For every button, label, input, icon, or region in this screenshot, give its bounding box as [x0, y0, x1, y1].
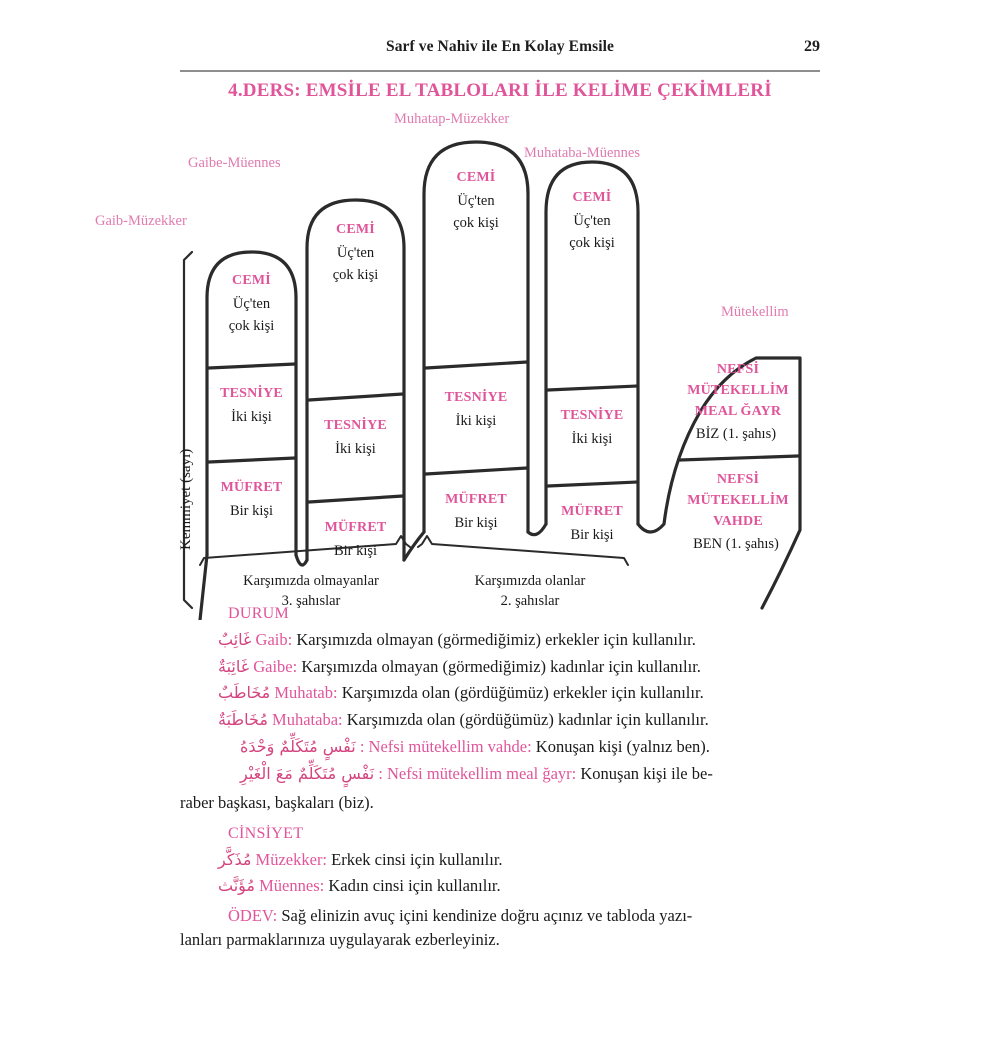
finger-1-cell-2-title: TESNİYE — [220, 386, 283, 401]
finger-3-cell-1-title: CEMİ — [456, 170, 496, 185]
thumb-cell-1-sub: BİZ (1. şahıs) — [695, 426, 777, 442]
finger-4-cell-2-sub1: İki kişi — [571, 431, 613, 447]
odev-paragraph — [180, 904, 840, 951]
web-join-1 — [296, 555, 307, 565]
text-muhataba: Karşımızda olan (gördüğümüz) kadınlar için kullanılır. — [346, 710, 709, 730]
finger-2-cell-1-sub2: çok kişi — [332, 267, 379, 283]
finger-2-cell-2-sub1: İki kişi — [335, 441, 376, 457]
thumb-crease — [680, 456, 798, 460]
finger-label-muhataba-muennes: Muhataba-Müennes — [524, 145, 640, 161]
web-join-2 — [404, 532, 424, 560]
finger-2-cell-3-sub1: Bir kişi — [333, 543, 378, 559]
finger-2-crease-2 — [309, 496, 403, 502]
finger-1-cell-2-sub1: İki kişi — [231, 409, 272, 425]
finger-4-cell-1-sub1: Üç'ten — [573, 213, 611, 229]
arabic-muzekker: مُذَكَّر — [218, 849, 252, 869]
odev-line1: Sağ elinizin avuç içini kendinize doğru açınız ve tabloda yazı- — [281, 906, 693, 926]
finger-1-cell-3-sub1: Bir kişi — [229, 503, 274, 519]
arabic-gaib: غَائِبٌ — [218, 630, 252, 649]
text-muhatab: Karşımızda olan (gördüğümüz) erkekler için kullanılır. — [341, 683, 704, 703]
page-number: 29 — [804, 38, 820, 55]
body-text — [180, 605, 840, 951]
text-muzekker: Erkek cinsi için kullanılır. — [331, 849, 503, 869]
term-muhatab: Muhatab: — [274, 683, 338, 703]
finger-3-cell-2-title: TESNİYE — [444, 390, 508, 405]
finger-1-cell-3-title: MÜFRET — [220, 480, 283, 495]
finger-1-crease-1 — [209, 364, 295, 368]
finger-3-cell-3-sub1: Bir kişi — [454, 515, 498, 531]
finger-2-cell-1-title: CEMİ — [336, 222, 375, 237]
thumb-label-mutekellim: Mütekellim — [721, 304, 789, 320]
finger-4-cell-3-title: MÜFRET — [561, 504, 623, 519]
finger-3-cell-3-title: MÜFRET — [445, 492, 507, 507]
term-muhataba: Muhataba: — [272, 710, 343, 730]
odev-label: ÖDEV: — [228, 906, 278, 926]
header-title: Sarf ve Nahiv ile En Kolay Emsile — [385, 38, 615, 55]
hand-diagram — [0, 100, 1000, 620]
text-nefsi-mutekellim-vahde: Konuşan kişi (yalnız ben). — [535, 736, 710, 756]
definition-row-nefsi-vahde — [180, 735, 840, 759]
finger-1-cell-1-title: CEMİ — [232, 273, 271, 288]
term-gaibe: Gaibe: — [253, 656, 298, 676]
term-nefsi-mutekellim-meal-gayr: : Nefsi mütekellim meal ğayr: — [378, 763, 577, 783]
brace-label-right-line1: Karşımızda olanlar — [474, 573, 586, 589]
arabic-nefsi-mutekellim-meal-gayr: نَفْسٍ مُتَكَلِّمٌ مَعَ الْغَيْرِ — [240, 763, 375, 783]
thumb-cell-1-line1: NEFSİ — [716, 362, 760, 377]
running-head — [180, 38, 820, 64]
finger-3-crease-2 — [426, 468, 527, 474]
text-muennes: Kadın cinsi için kullanılır. — [328, 876, 501, 896]
term-gaib: Gaib: — [255, 630, 293, 649]
finger-4-crease-2 — [548, 482, 637, 486]
odev-indent — [180, 906, 228, 925]
finger-3-crease-1 — [426, 362, 527, 368]
thumb-cell-1-line2: MÜTEKELLİM — [687, 383, 789, 398]
term-nefsi-mutekellim-vahde: : Nefsi mütekellim vahde: — [359, 736, 532, 756]
finger-2-crease-1 — [309, 394, 403, 400]
thumb-cell-1-line3: MEAL ĞAYR — [694, 404, 782, 419]
finger-2-cell-3-title: MÜFRET — [324, 520, 387, 535]
arabic-muhatab: مُخَاطَبٌ — [218, 683, 271, 703]
arabic-gaibe: غَائِبَةٌ — [218, 656, 250, 676]
finger-1-crease-2 — [209, 458, 295, 462]
definition-row-nefsi-meal-gayr — [180, 762, 840, 786]
arabic-muennes: مُؤَنَّث — [218, 876, 255, 896]
definition-row-muhataba — [180, 708, 840, 732]
finger-label-gaibe-muennes: Gaibe-Müennes — [188, 155, 281, 171]
text-gaibe: Karşımızda olmayan (görmediğimiz) kadınlar için kullanılır. — [301, 656, 701, 676]
brace-label-left-line1: Karşımızda olmayanlar — [243, 573, 379, 589]
finger-4-cell-1-sub2: çok kişi — [569, 235, 615, 251]
kemmiyet-axis-label: Kemmiyet (sayı) — [178, 448, 194, 550]
term-muzekker: Müzekker: — [255, 849, 328, 869]
brace-label-left-line2: 3. şahıslar — [281, 592, 341, 609]
thumb-cell-2-sub: BEN (1. şahıs) — [693, 536, 779, 552]
finger-label-muhatap-muzekker: Muhatap-Müzekker — [394, 111, 510, 127]
finger-4-cell-2-title: TESNİYE — [560, 408, 624, 423]
finger-2-cell-1-sub1: Üç'ten — [336, 245, 375, 261]
chapter-title: 4.DERS: EMSİLE EL TABLOLARI İLE KELİME ÇEKİMLERİ — [228, 80, 772, 101]
definition-row-muennes — [180, 874, 840, 898]
odev-line2: lanları parmaklarınıza uygulayarak ezberleyiniz. — [180, 929, 500, 949]
durum-continuation: raber başkası, başkaları (biz). — [180, 793, 374, 813]
definition-row-muzekker — [180, 848, 840, 872]
term-muennes: Müennes: — [259, 876, 325, 896]
finger-3-cell-1-sub2: çok kişi — [453, 215, 499, 231]
thumb-cell-2-line1: NEFSİ — [716, 472, 760, 487]
finger-4-cell-1-title: CEMİ — [572, 190, 612, 205]
kemmiyet-bracket — [184, 252, 192, 608]
definition-row-gaibe — [180, 655, 840, 679]
text-nefsi-mutekellim-meal-gayr: Konuşan kişi ile be- — [580, 763, 713, 783]
section-heading-durum: DURUM — [228, 605, 290, 622]
finger-4-crease-1 — [548, 386, 637, 390]
text-gaib: Karşımızda olmayan (görmediğimiz) erkekler için kullanılır. — [296, 630, 696, 649]
header-rule — [180, 70, 820, 72]
finger-1-cell-1-sub2: çok kişi — [228, 318, 275, 334]
finger-label-gaib-muzekker: Gaib-Müzekker — [95, 213, 187, 229]
finger-4-cell-3-sub1: Bir kişi — [570, 527, 614, 543]
arabic-nefsi-mutekellim-vahde: نَفْسٍ مُتَكَلِّمٌ وَحْدَهُ — [240, 736, 356, 756]
finger-2-cell-2-title: TESNİYE — [324, 418, 387, 433]
arabic-muhataba: مُخَاطَبَةٌ — [218, 710, 268, 730]
definition-row-gaib — [180, 628, 840, 652]
brace-label-right-line2: 2. şahıslar — [500, 592, 560, 609]
thumb-cell-2-line2: MÜTEKELLİM — [687, 493, 789, 508]
definition-row-muhatab — [180, 681, 840, 705]
web-join-3 — [528, 524, 546, 535]
finger-3-cell-2-sub1: İki kişi — [455, 413, 497, 429]
thumb-cell-2-line3: VAHDE — [713, 514, 763, 529]
section-spacer — [180, 815, 840, 825]
finger-3-cell-1-sub1: Üç'ten — [457, 193, 495, 209]
section-heading-cinsiyet: CİNSİYET — [228, 824, 304, 842]
finger-1-cell-1-sub1: Üç'ten — [232, 296, 271, 312]
